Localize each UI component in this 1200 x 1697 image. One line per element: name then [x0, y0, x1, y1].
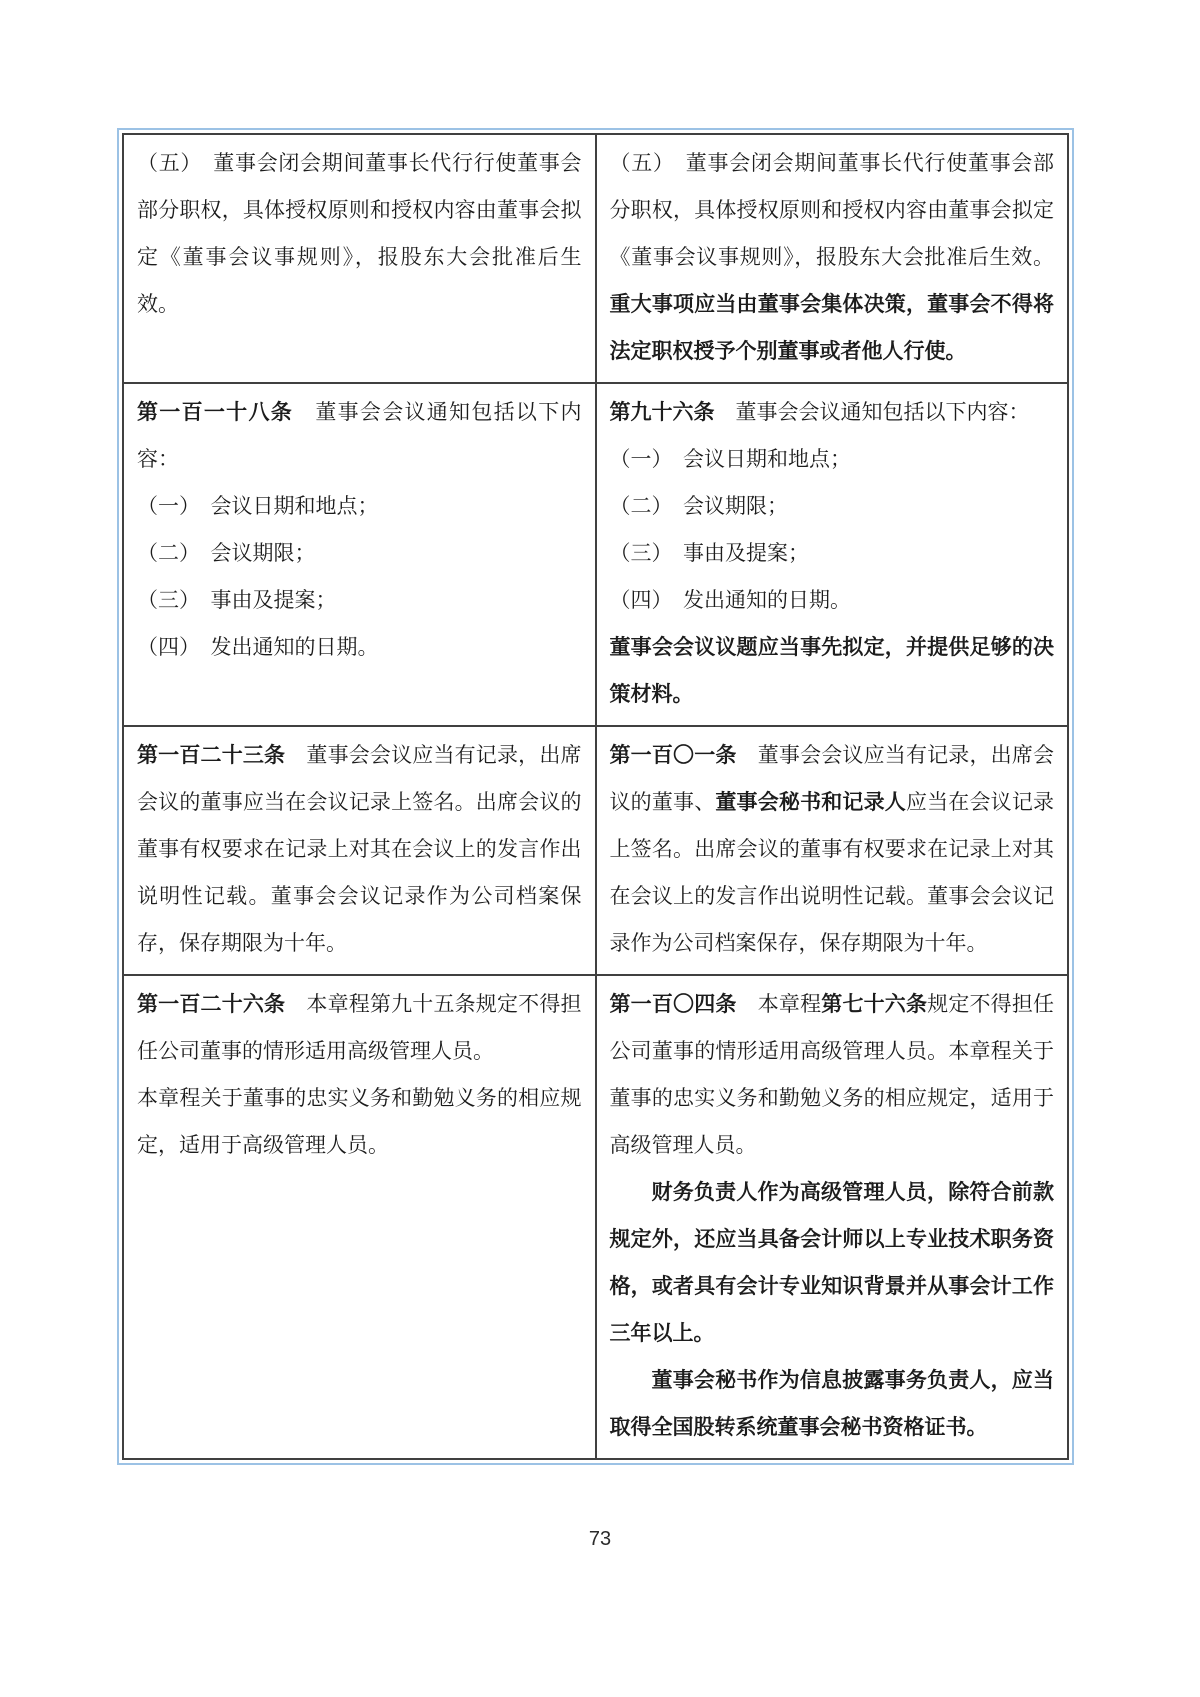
text-run: （三） 事由及提案；	[609, 541, 809, 565]
text-run: （五） 董事会闭会期间董事长代行行使董事会部分职权，具体授权原则和授权内容由董事会拟定《董事会议事规则》，报股东大会批准后生效。	[137, 151, 582, 316]
bold-text-run: 第一百二十三条	[137, 743, 286, 767]
paragraph	[137, 140, 582, 328]
paragraph	[610, 436, 1055, 483]
bold-text-run: 董事会秘书和记录人	[715, 790, 906, 814]
text-run: （四） 发出通知的日期。	[609, 588, 851, 612]
paragraph	[137, 1075, 582, 1169]
table-row	[123, 975, 1068, 1459]
bold-text-run: 第一百二十六条	[137, 992, 286, 1016]
paragraph	[610, 530, 1055, 577]
text-run: （二） 会议期限；	[137, 541, 316, 565]
paragraph	[137, 624, 582, 671]
paragraph	[610, 140, 1055, 375]
text-run: （五） 董事会闭会期间董事长代行使董事会部分职权，具体授权原则和授权内容由董事会拟定《董事会议事规则》，报股东大会批准后生效。	[609, 151, 1054, 269]
text-run: 本章程	[736, 992, 822, 1016]
comparison-table-frame	[117, 128, 1074, 1465]
text-run: 本章程第九十五条规定不得担任公司董事的情形适用高级管理人员。	[137, 992, 582, 1063]
paragraph	[137, 389, 582, 483]
page-number: 73	[588, 1528, 612, 1550]
text-run: 董事会会议应当有记录，出席会议的董事应当在会议记录上签名。出席会议的董事有权要求在记录上对其在会议上的发言作出说明性记载。董事会会议记录作为公司档案保存，保存期限为十年。	[137, 743, 582, 955]
bold-text-run: 重大事项应当由董事会集体决策，董事会不得将法定职权授予个别董事或者他人行使。	[609, 292, 1054, 363]
text-run: 应当在会议记录上签名。出席会议的董事有权要求在记录上对其在会议上的发言作出说明性记载。董事会会议记录作为公司档案保存，保存期限为十年。	[609, 790, 1055, 955]
table-cell-right	[596, 134, 1069, 383]
comparison-table-body	[123, 134, 1068, 1459]
bold-text-run: 第一百〇一条	[609, 743, 737, 767]
text-run: 董事会会议通知包括以下内容：	[137, 400, 582, 471]
bold-text-run: 董事会秘书作为信息披露事务负责人，应当取得全国股转系统董事会秘书资格证书。	[609, 1368, 1054, 1439]
paragraph	[610, 577, 1055, 624]
table-cell-left	[123, 975, 596, 1459]
table-cell-left	[123, 383, 596, 726]
paragraph	[610, 1169, 1055, 1357]
bold-text-run: 财务负责人作为高级管理人员，除符合前款规定外，还应当具备会计师以上专业技术职务资格，或者具有会计专业知识背景并从事会计工作三年以上。	[609, 1180, 1054, 1345]
bold-text-run: 第九十六条	[609, 400, 715, 424]
paragraph	[610, 1357, 1055, 1451]
bold-text-run: 第一百〇四条	[609, 992, 737, 1016]
table-cell-right	[596, 383, 1069, 726]
text-run: 规定不得担任公司董事的情形适用高级管理人员。本章程关于董事的忠实义务和勤勉义务的相应规定，适用于高级管理人员。	[609, 992, 1055, 1157]
text-run: （一） 会议日期和地点；	[137, 494, 379, 518]
text-run: （三） 事由及提案；	[137, 588, 337, 612]
bold-text-run: 第一百一十八条	[137, 400, 294, 424]
bold-text-run: 董事会会议议题应当事先拟定，并提供足够的决策材料。	[609, 635, 1054, 706]
table-cell-right	[596, 726, 1069, 975]
table-row	[123, 383, 1068, 726]
table-row	[123, 134, 1068, 383]
table-cell-left	[123, 134, 596, 383]
paragraph	[137, 530, 582, 577]
paragraph	[137, 483, 582, 530]
text-run: （二） 会议期限；	[609, 494, 788, 518]
bold-text-run: 第七十六条	[821, 992, 928, 1016]
paragraph	[137, 577, 582, 624]
table-cell-left	[123, 726, 596, 975]
paragraph	[137, 732, 582, 967]
paragraph	[610, 732, 1055, 967]
paragraph	[610, 389, 1055, 436]
text-run: 本章程关于董事的忠实义务和勤勉义务的相应规定，适用于高级管理人员。	[137, 1086, 582, 1157]
paragraph	[610, 981, 1055, 1169]
paragraph	[137, 981, 582, 1075]
comparison-table	[122, 133, 1069, 1460]
paragraph	[610, 483, 1055, 530]
paragraph	[610, 624, 1055, 718]
text-run: （一） 会议日期和地点；	[609, 447, 851, 471]
text-run: 董事会会议应当有记录，出席会议的董事、	[609, 743, 1055, 814]
table-row	[123, 726, 1068, 975]
text-run: 董事会会议通知包括以下内容：	[714, 400, 1030, 424]
table-cell-right	[596, 975, 1069, 1459]
text-run: （四） 发出通知的日期。	[137, 635, 379, 659]
